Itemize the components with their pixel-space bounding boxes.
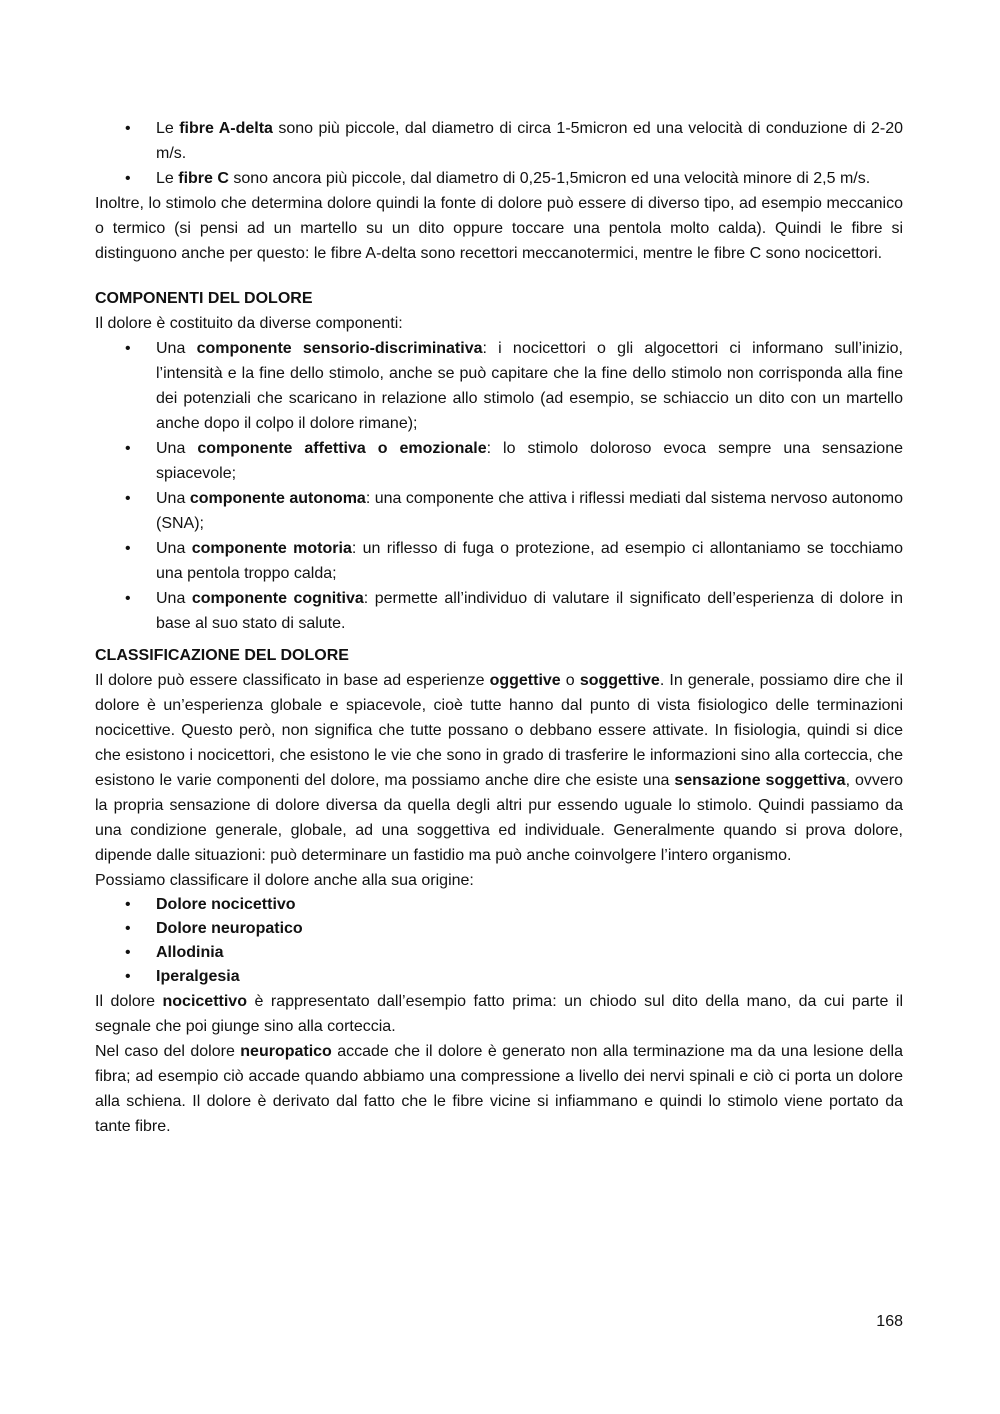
list-item: • Una componente autonoma: una componente che attiva i riflessi mediati dal sistema nervoso autonomo (SNA); [95, 486, 903, 536]
list-item-bold-term: componente cognitiva [191, 590, 364, 607]
components-list [95, 336, 903, 636]
bullet-icon: • [125, 340, 131, 357]
list-item: • Una componente sensorio-discriminativa: i nocicettori o gli algocettori ci informano sull’inizio, l’intensità e la fine dello stimolo, anche se può capitare che la fine dello stimolo non corrisponda alla fine dei potenziali che scaricano in relazione allo stimolo (ad esempio, se schiaccio un dito con un martello anche dopo il colpo il dolore rimane); [95, 336, 903, 436]
classification-paragraph-bold-term: sensazione soggettiva [674, 772, 846, 789]
list-item [95, 893, 903, 917]
bullet-icon: • [125, 590, 131, 607]
pain-type-label: Iperalgesia [156, 968, 240, 985]
list-item: • Una componente motoria: un riflesso di fuga o protezione, ad esempio ci allontaniamo se tocchiamo una pentola troppo calda; [95, 536, 903, 586]
pain-type-label: Dolore nocicettivo [156, 896, 296, 913]
bullet-icon: • [125, 968, 131, 985]
origin-lead: Possiamo classificare il dolore anche alla sua origine: [95, 872, 474, 889]
list-item-bold-term: componente affettiva o emozionale [197, 440, 487, 457]
neuropathic-paragraph: Nel caso del dolore neuropatico accade che il dolore è generato non alla terminazione ma da una lesione della fibra; ad esempio ciò accade quando abbiamo una compressione a livello dei nervi spinali e ciò ci porta un dolore alla schiena. Il dolore è derivato dal fatto che le fibre vicine si infiammano e quindi lo stimolo viene portato da tante fibre. [95, 1043, 903, 1135]
section-heading-classification: CLASSIFICAZIONE DEL DOLORE [95, 647, 349, 664]
page-number: 168 [876, 1313, 903, 1330]
bullet-icon: • [125, 944, 131, 961]
list-item: • Una componente cognitiva: permette all’individuo di valutare il significato dell’esperienza di dolore in base al suo stato di salute. [95, 586, 903, 636]
list-item-bold-term: componente motoria [191, 540, 352, 557]
nociceptive-paragraph-bold-term: nocicettivo [162, 993, 247, 1010]
bullet-icon: • [125, 896, 131, 913]
list-item-bold-term: fibre A-delta [179, 120, 273, 137]
list-item [95, 965, 903, 989]
neuropathic-paragraph-bold-term: neuropatico [240, 1043, 332, 1060]
section-heading-components: COMPONENTI DEL DOLORE [95, 290, 313, 307]
list-item: • Le fibre C sono ancora più piccole, dal diametro di 0,25-1,5micron ed una velocità minore di 2,5 m/s. [95, 166, 903, 191]
components-lead: Il dolore è costituito da diverse componenti: [95, 315, 403, 332]
list-item: • Una componente affettiva o emozionale: lo stimolo doloroso evoca sempre una sensazione spiacevole; [95, 436, 903, 486]
list-item [95, 917, 903, 941]
pain-type-label: Dolore neuropatico [156, 920, 303, 937]
list-item-bold-term: fibre C [178, 170, 229, 187]
fiber-list [95, 116, 903, 191]
bullet-icon: • [125, 540, 131, 557]
bullet-icon: • [125, 440, 131, 457]
nociceptive-paragraph: Il dolore nocicettivo è rappresentato dall’esempio fatto prima: un chiodo sul dito della mano, da cui parte il segnale che poi giunge sino alla corteccia. [95, 993, 903, 1035]
list-item-bold-term: componente sensorio-discriminativa [196, 340, 483, 357]
classification-paragraph-bold-term: oggettive [489, 672, 561, 689]
bullet-icon: • [125, 920, 131, 937]
bullet-icon: • [125, 120, 131, 137]
list-item-bold-term: componente autonoma [189, 490, 366, 507]
bullet-icon: • [125, 170, 131, 187]
classification-paragraph: Il dolore può essere classificato in base ad esperienze oggettive o soggettive. In generale, possiamo dire che il dolore è un’esperienza globale e spiacevole, cioè tutte hanno dal punto di vista fisiologico delle terminazioni nocicettive. Questo però, non significa che tutte possano o debbano essere attivate. In fisiologia, quindi si dice che esistono i nocicettori, che esistono le vie che sono in grado di trasferire le informazioni sino alla corteccia, che esistono le varie componenti del dolore, ma possiamo anche dire che esiste una sensazione soggettiva, ovvero la propria sensazione di dolore diversa da quella degli altri pur essendo uguale lo stimolo. Quindi passiamo da una condizione generale, globale, ad una soggettiva ed individuale. Generalmente quando si prova dolore, dipende dalle situazioni: può determinare un fastidio ma può anche coinvolgere l’intero organismo. [95, 672, 904, 864]
origin-list [95, 893, 903, 989]
list-item: • Le fibre A-delta sono più piccole, dal diametro di circa 1-5micron ed una velocità di conduzione di 2-20 m/s. [95, 116, 903, 166]
classification-paragraph-bold-term: soggettive [579, 672, 660, 689]
pain-type-label: Allodinia [156, 944, 224, 961]
list-item [95, 941, 903, 965]
intro-paragraph: Inoltre, lo stimolo che determina dolore quindi la fonte di dolore può essere di diverso tipo, ad esempio meccanico o termico (si pensi ad un martello su un dito oppure toccare una pentola molto calda). Quindi le fibre si distinguono anche per questo: le fibre A-delta sono recettori meccanotermici, mentre le fibre C sono nocicettori. [95, 195, 903, 262]
bullet-icon: • [125, 490, 131, 507]
document-page [95, 116, 903, 1139]
